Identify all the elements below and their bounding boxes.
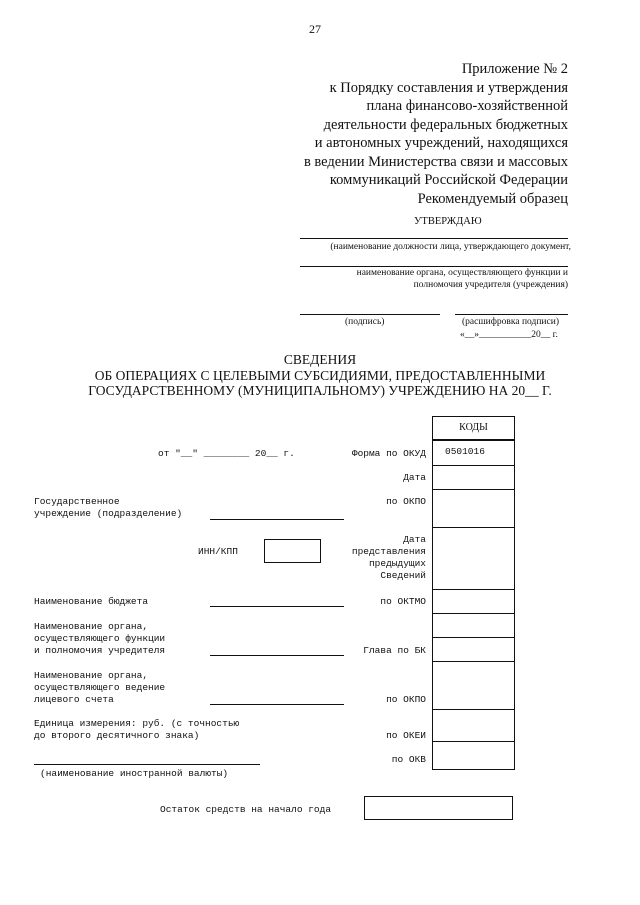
appendix-line: и автономных учреждений, находящихся	[314, 135, 568, 151]
okv-label: по ОКВ	[391, 754, 426, 765]
appendix-block	[248, 60, 568, 208]
appendix-line: коммуникаций Российской Федерации	[329, 172, 568, 188]
balance-label: Остаток средств на начало года	[160, 804, 332, 815]
prev-date-label-1: Дата	[403, 534, 426, 545]
okei-code-cell[interactable]	[433, 709, 514, 741]
appendix-line: Рекомендуемый образец	[417, 190, 568, 207]
founder-label-2: осуществляющего функции	[34, 633, 166, 644]
title-line: ОБ ОПЕРАЦИЯХ С ЦЕЛЕВЫМИ СУБСИДИЯМИ, ПРЕДОСТАВЛЕННЫМИ	[94, 367, 546, 383]
institution-line	[210, 519, 344, 520]
glava-code-cell[interactable]	[433, 613, 514, 637]
codes-header: КОДЫ	[459, 422, 488, 433]
appendix-line: Приложение № 2	[461, 61, 568, 77]
okpo-code-cell[interactable]	[433, 489, 514, 527]
signature-caption: (подпись)	[345, 317, 385, 327]
appendix-line: к Порядку составления и утверждения	[329, 79, 568, 96]
okpo-label: по ОКПО	[386, 496, 426, 507]
date-label: Дата	[403, 472, 426, 483]
currency-line	[34, 764, 260, 765]
institution-label-2: учреждение (подразделение)	[34, 508, 183, 519]
page-number: 27	[309, 22, 321, 36]
approval-date: «__»___________20__ г.	[460, 330, 558, 340]
oktmo-label: по ОКТМО	[380, 596, 426, 607]
organ-line	[300, 266, 568, 267]
prev-date-label-4: Сведений	[380, 570, 426, 581]
appendix-line: плана финансово-хозяйственной	[366, 98, 568, 114]
title-line: ГОСУДАРСТВЕННОМУ (МУНИЦИПАЛЬНОМУ) УЧРЕЖДЕНИЮ НА 20__ Г.	[88, 383, 552, 398]
okud-label: Форма по ОКУД	[351, 448, 426, 459]
codes-column	[432, 440, 515, 770]
glava-code-cell-2[interactable]	[433, 637, 514, 661]
okpo2-label: по ОКПО	[386, 694, 426, 705]
inn-kpp-field[interactable]	[264, 539, 321, 563]
codes-header-cell	[432, 416, 515, 440]
okei-label: по ОКЕИ	[386, 730, 426, 741]
glava-label: Глава по БК	[363, 645, 426, 656]
account-label-3: лицевого счета	[34, 694, 114, 705]
budget-label: Наименование бюджета	[34, 596, 149, 607]
position-line	[300, 238, 568, 239]
oktmo-code-cell[interactable]	[433, 589, 514, 613]
okpo2-code-cell[interactable]	[433, 661, 514, 709]
okud-code-cell[interactable]	[433, 441, 514, 465]
balance-field[interactable]	[364, 796, 513, 820]
currency-caption: (наименование иностранной валюты)	[40, 768, 229, 779]
date-from: от "__" ________ 20__ г.	[158, 448, 295, 459]
founder-label-1: Наименование органа,	[34, 621, 149, 632]
account-label-2: осуществляющего ведение	[34, 682, 166, 693]
document-title	[60, 352, 580, 399]
organ-caption-2: полномочия учредителя (учреждения)	[413, 280, 568, 290]
prev-date-label-2: представления	[351, 546, 426, 557]
prev-date-code-cell[interactable]	[433, 527, 514, 589]
institution-label-1: Государственное	[34, 496, 120, 507]
appendix-line: деятельности федеральных бюджетных	[323, 116, 568, 133]
approval-heading: УТВЕРЖДАЮ	[414, 216, 482, 227]
unit-label-1: Единица измерения: руб. (с точностью	[34, 718, 240, 729]
signature-line	[300, 314, 440, 315]
decoding-caption: (расшифровка подписи)	[462, 317, 559, 327]
organ-caption-1: наименование органа, осуществляющего функции и	[356, 268, 568, 278]
appendix-line: в ведении Министерства связи и массовых	[303, 153, 568, 170]
okv-code-cell[interactable]	[433, 741, 514, 771]
unit-label-2: до второго десятичного знака)	[34, 730, 200, 741]
title-line: СВЕДЕНИЯ	[283, 352, 357, 367]
decoding-line	[455, 314, 568, 315]
date-code-cell[interactable]	[433, 465, 514, 489]
inn-label: ИНН/КПП	[198, 546, 238, 557]
founder-label-3: и полномочия учредителя	[34, 645, 166, 656]
prev-date-label-3: предыдущих	[368, 558, 426, 569]
okud-code: 0501016	[445, 446, 485, 457]
position-caption: (наименование должности лица, утверждающего документ,	[330, 242, 571, 252]
account-label-1: Наименование органа,	[34, 670, 149, 681]
